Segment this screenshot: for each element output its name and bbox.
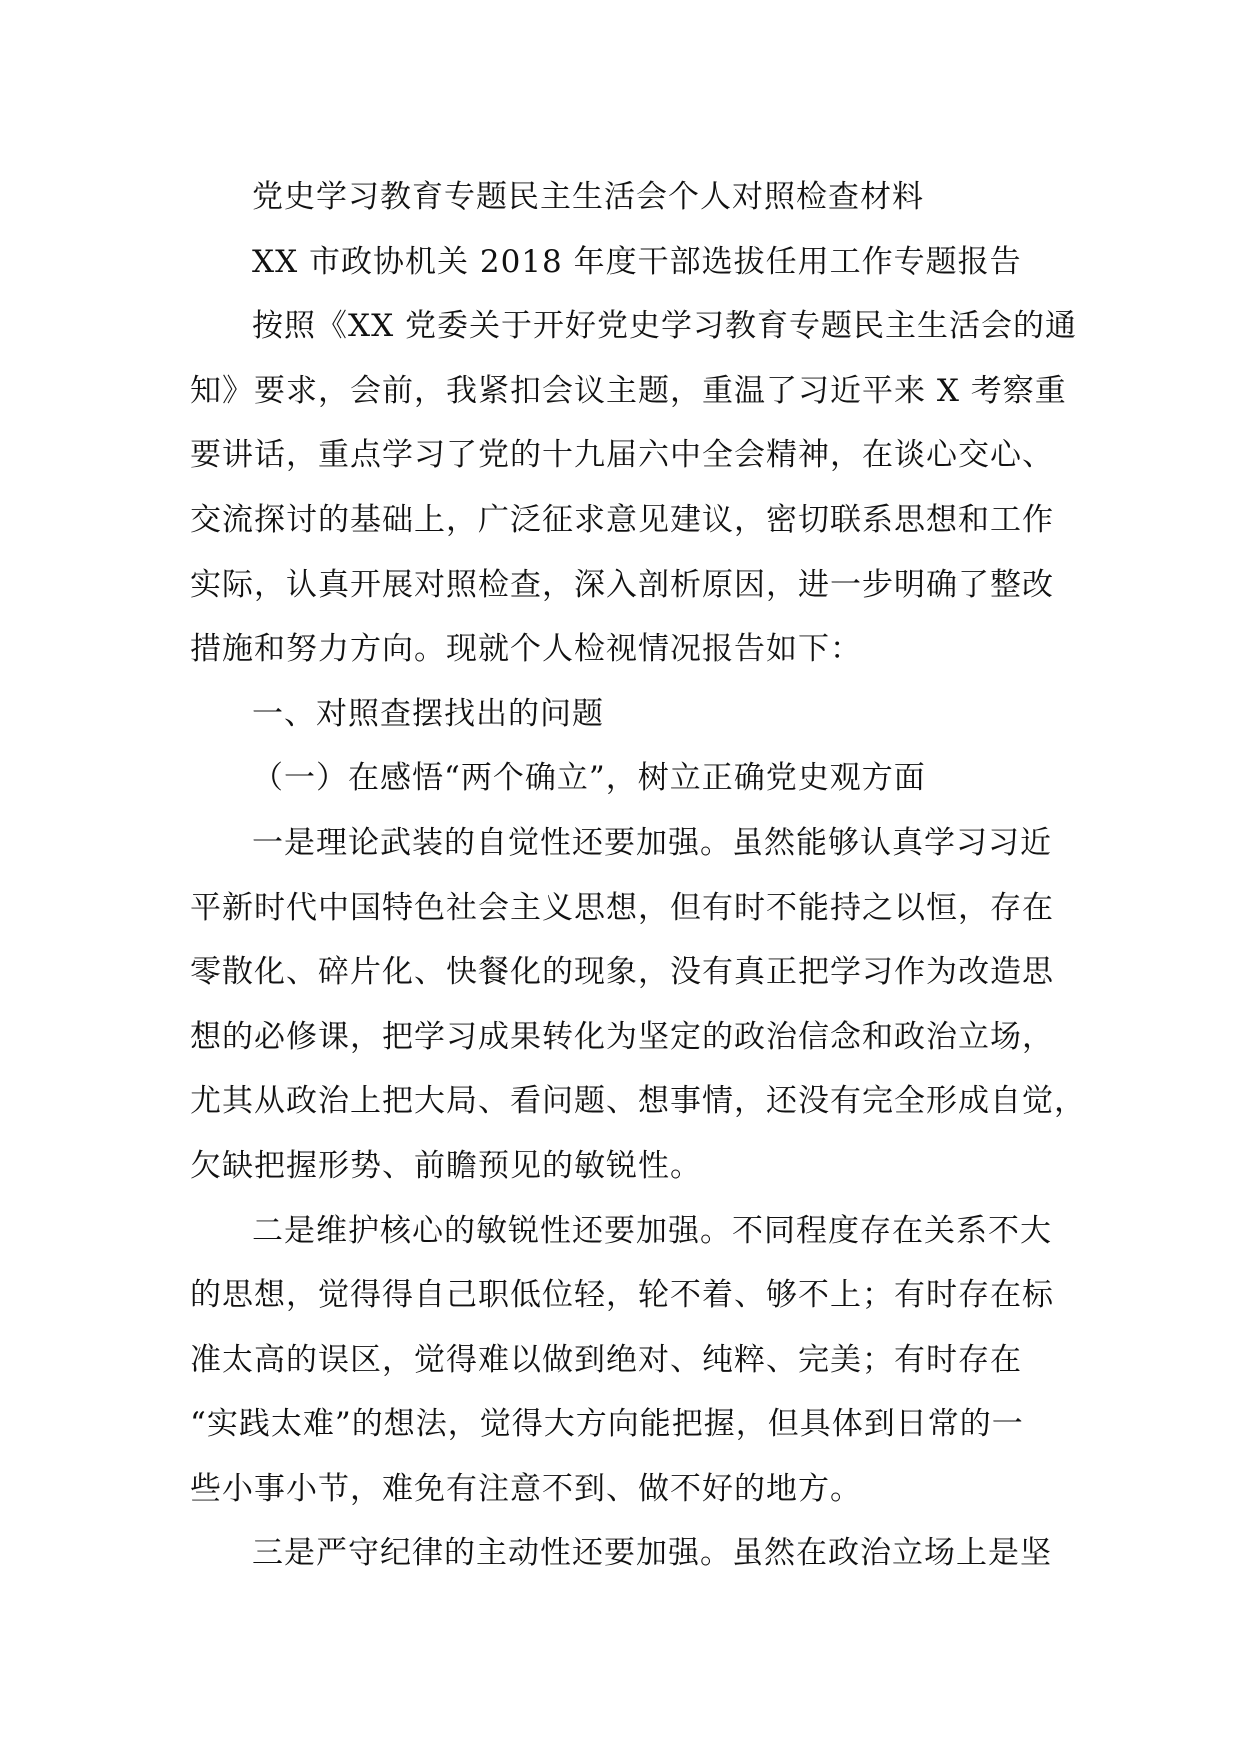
paragraph-line: 三是严守纪律的主动性还要加强。虽然在政治立场上是坚 — [252, 1535, 1052, 1572]
paragraph-line: 按照《XX 党委关于开好党史学习教育专题民主生活会的通 — [252, 308, 1077, 345]
paragraph-item-1 — [190, 811, 1086, 1199]
paragraph-line: 措施和努力方向。现就个人检视情况报告如下： — [190, 631, 862, 668]
subsection-heading-text: （一）在感悟“两个确立”，树立正确党史观方面 — [252, 760, 926, 797]
document-title: 党史学习教育专题民主生活会个人对照检查材料 — [252, 179, 924, 215]
document-body — [190, 165, 1086, 1586]
subsection-heading — [190, 746, 1070, 811]
paragraph-intro — [190, 294, 1077, 682]
paragraph-line: 要讲话，重点学习了党的十九届六中全会精神，在谈心交心、 — [190, 437, 1054, 474]
paragraph-line: 欠缺把握形势、前瞻预见的敏锐性。 — [190, 1147, 702, 1184]
paragraph-line: “实践太难”的想法，觉得大方向能把握，但具体到日常的一 — [190, 1406, 1024, 1443]
paragraph-line: 想的必修课，把学习成果转化为坚定的政治信念和政治立场， — [190, 1018, 1054, 1055]
paragraph-line: 零散化、碎片化、快餐化的现象，没有真正把学习作为改造思 — [190, 954, 1054, 991]
paragraph-line: 些小事小节，难免有注意不到、做不好的地方。 — [190, 1470, 862, 1507]
paragraph-line: 交流探讨的基础上，广泛征求意见建议，密切联系思想和工作 — [190, 501, 1054, 538]
paragraph-item-3 — [190, 1521, 1070, 1586]
paragraph-line: 尤其从政治上把大局、看问题、想事情，还没有完全形成自觉， — [190, 1083, 1086, 1120]
paragraph-line: 二是维护核心的敏锐性还要加强。不同程度存在关系不大 — [252, 1212, 1052, 1249]
paragraph-line: 平新时代中国特色社会主义思想，但有时不能持之以恒，存在 — [190, 889, 1054, 926]
document-subtitle: XX 市政协机关 2018 年度干部选拔任用工作专题报告 — [252, 243, 1022, 280]
paragraph-line: 的思想，觉得得自己职低位轻，轮不着、够不上；有时存在标 — [190, 1277, 1054, 1314]
section-heading-text: 一、对照查摆找出的问题 — [252, 695, 604, 732]
paragraph-line: 知》要求，会前，我紧扣会议主题，重温了习近平来 X 考察重 — [190, 372, 1067, 409]
section-heading — [190, 682, 1070, 747]
paragraph-line: 实际，认真开展对照检查，深入剖析原因，进一步明确了整改 — [190, 566, 1054, 603]
paragraph-line: 一是理论武装的自觉性还要加强。虽然能够认真学习习近 — [252, 824, 1052, 861]
paragraph-line: 准太高的误区，觉得难以做到绝对、纯粹、完美；有时存在 — [190, 1341, 1022, 1378]
paragraph-item-2 — [190, 1199, 1070, 1522]
